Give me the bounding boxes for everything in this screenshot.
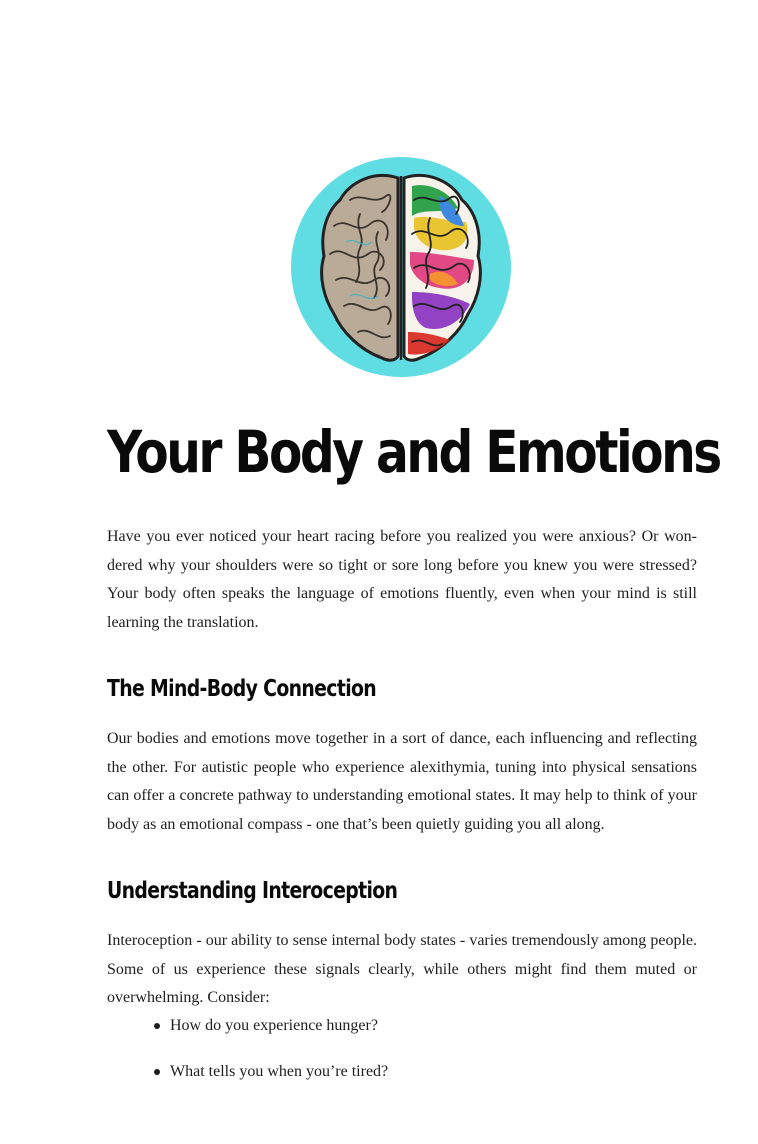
intro-paragraph: Have you ever noticed your heart racing before you realized you were anxious? Or won-dered why your shoulders were so tight or sore long before you knew you were stressed? Your body often speaks the language of emotions fluently, even when your mind is still learning the translation. xyxy=(107,528,697,631)
bullet-icon xyxy=(154,1023,160,1029)
interoception-paragraph: Interoception - our ability to sense internal body states - varies tremendously among people. Some of us experience these signals clearly, while others might find them muted or overwhelming. Consider: xyxy=(107,932,697,1006)
section-heading-interoception: Understanding Interoception xyxy=(107,878,398,904)
list-item-text: What tells you when you’re tired? xyxy=(170,1063,389,1080)
bullet-icon xyxy=(154,1069,160,1075)
mind-body-paragraph: Our bodies and emotions move together in a sort of dance, each influencing and reflecting the other. For autistic people who experience alexithymia, tuning into physical sensations can offer a concrete pathway to understanding emotional states. It may help to think of your body as an emotional compass - one that’s been quietly guiding you all along. xyxy=(107,730,697,833)
page-title: Your Body and Emotions xyxy=(107,418,720,486)
brain-icon xyxy=(290,156,512,378)
consider-list xyxy=(150,1011,388,1103)
list-item xyxy=(150,1057,388,1103)
section-heading-mind-body: The Mind-Body Connection xyxy=(107,676,377,702)
list-item-text: How do you experience hunger? xyxy=(170,1017,378,1034)
list-item xyxy=(150,1011,388,1057)
